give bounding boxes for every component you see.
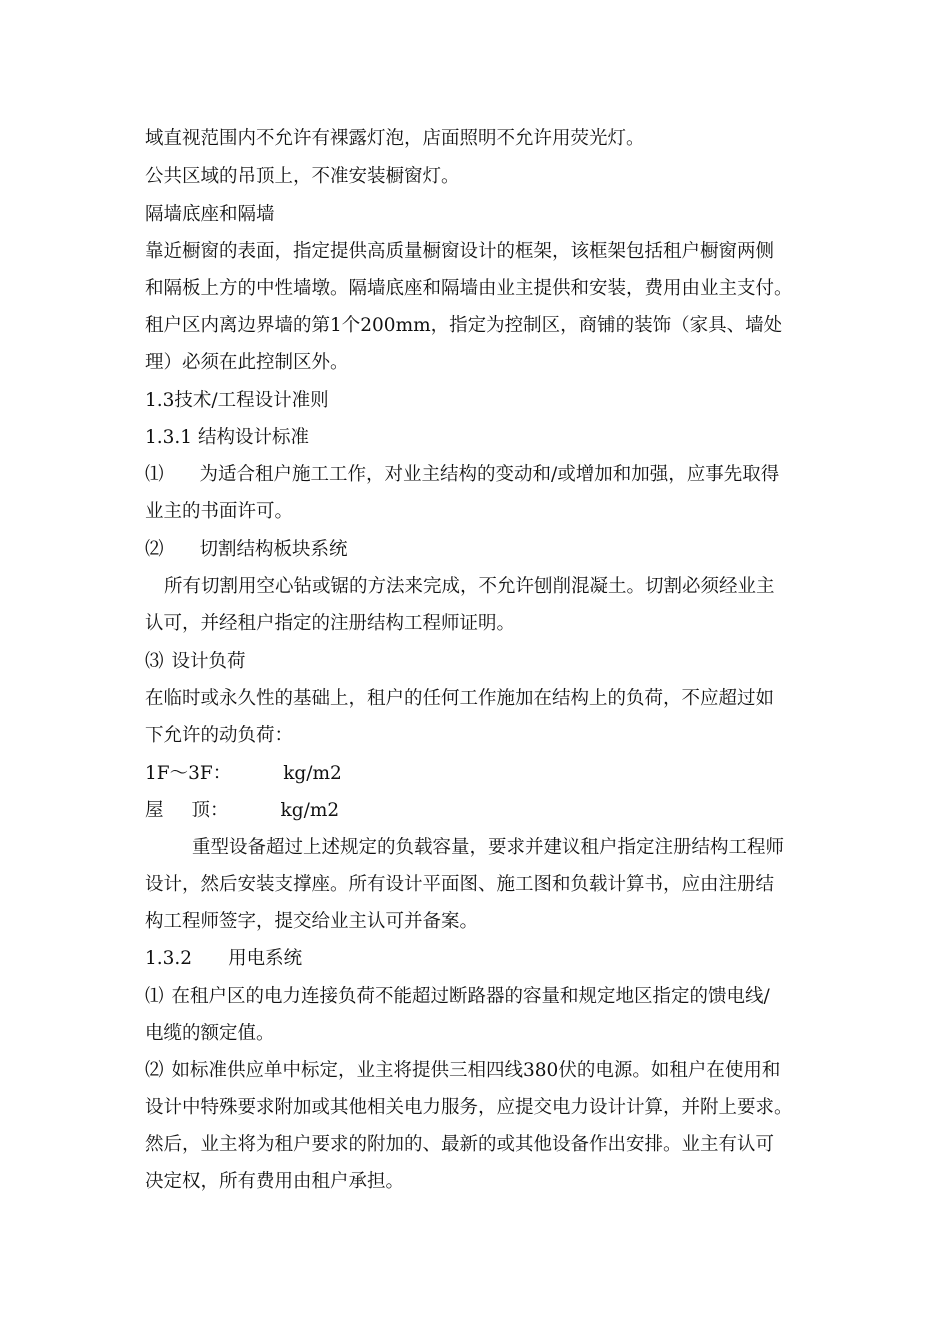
paragraph-line: 靠近橱窗的表面，指定提供高质量橱窗设计的框架，该框架包括租户橱窗两侧 [145,241,775,262]
subsection-heading: 1.3.1 结构设计标准 [145,427,309,448]
load-label: 顶： [191,800,229,821]
paragraph-line: 在临时或永久性的基础上，租户的任何工作施加在结构上的负荷，不应超过如 [145,688,775,709]
load-label: 屋 [145,800,164,821]
section-heading: 1.3技术/工程设计准则 [145,390,329,411]
load-row [145,762,342,786]
list-marker: ⑵ [145,539,164,560]
paragraph-line: 然后，业主将为租户要求的附加的、最新的或其他设备作出安排。业主有认可 [145,1134,775,1155]
list-item [145,463,779,487]
subsection-heading [145,947,302,971]
load-unit: kg/m2 [280,800,340,821]
paragraph-line: 理）必须在此控制区外。 [145,352,349,373]
subheading: 隔墙底座和隔墙 [145,204,275,225]
load-row [145,799,339,823]
paragraph-line: 业主的书面许可。 [145,501,294,522]
section-number: 1.3.2 [145,948,193,969]
list-text: 如标准供应单中标定，业主将提供三相四线380伏的电源。如租户在使用和 [171,1060,781,1081]
list-item [145,650,246,674]
paragraph-line: 认可，并经租户指定的注册结构工程师证明。 [145,613,516,634]
paragraph-line: 决定权，所有费用由租户承担。 [145,1171,405,1192]
paragraph-line: 下允许的动负荷： [145,725,294,746]
list-text: 切割结构板块系统 [199,539,348,560]
paragraph-line: 构工程师签字，提交给业主认可并备案。 [145,911,479,932]
list-item [145,985,770,1009]
list-text: 设计负荷 [171,651,246,672]
paragraph-line: 租户区内离边界墙的第1个200mm，指定为控制区，商铺的装饰（家具、墙处 [145,315,783,336]
list-item [145,538,348,562]
list-text: 为适合租户施工工作，对业主结构的变动和/或增加和加强，应事先取得 [199,464,780,485]
paragraph-line: 所有切割用空心钻或锯的方法来完成，不允许刨削混凝土。切割必须经业主 [164,576,775,597]
paragraph-line: 域直视范围内不允许有裸露灯泡，店面照明不允许用荧光灯。 [145,128,645,149]
paragraph-line: 电缆的额定值。 [145,1023,275,1044]
paragraph-line: 重型设备超过上述规定的负载容量，要求并建议租户指定注册结构工程师 [192,837,785,858]
list-marker: ⑴ [145,464,164,485]
paragraph-line: 设计，然后安装支撑座。所有设计平面图、施工图和负载计算书，应由注册结 [145,874,775,895]
list-item [145,1059,780,1083]
paragraph-line: 和隔板上方的中性墙墩。隔墙底座和隔墙由业主提供和安装，费用由业主支付。 [145,278,793,299]
list-marker: ⑴ [145,986,164,1007]
paragraph-line: 设计中特殊要求附加或其他相关电力服务，应提交电力设计计算，并附上要求。 [145,1097,793,1118]
load-label: 1F～3F： [145,763,232,784]
load-unit: kg/m2 [283,763,342,784]
list-marker: ⑵ [145,1060,164,1081]
paragraph-line: 公共区域的吊顶上，不准安装橱窗灯。 [145,166,460,187]
section-title: 用电系统 [228,948,303,969]
list-marker: ⑶ [145,651,164,672]
list-text: 在租户区的电力连接负荷不能超过断路器的容量和规定地区指定的馈电线/ [171,986,770,1007]
